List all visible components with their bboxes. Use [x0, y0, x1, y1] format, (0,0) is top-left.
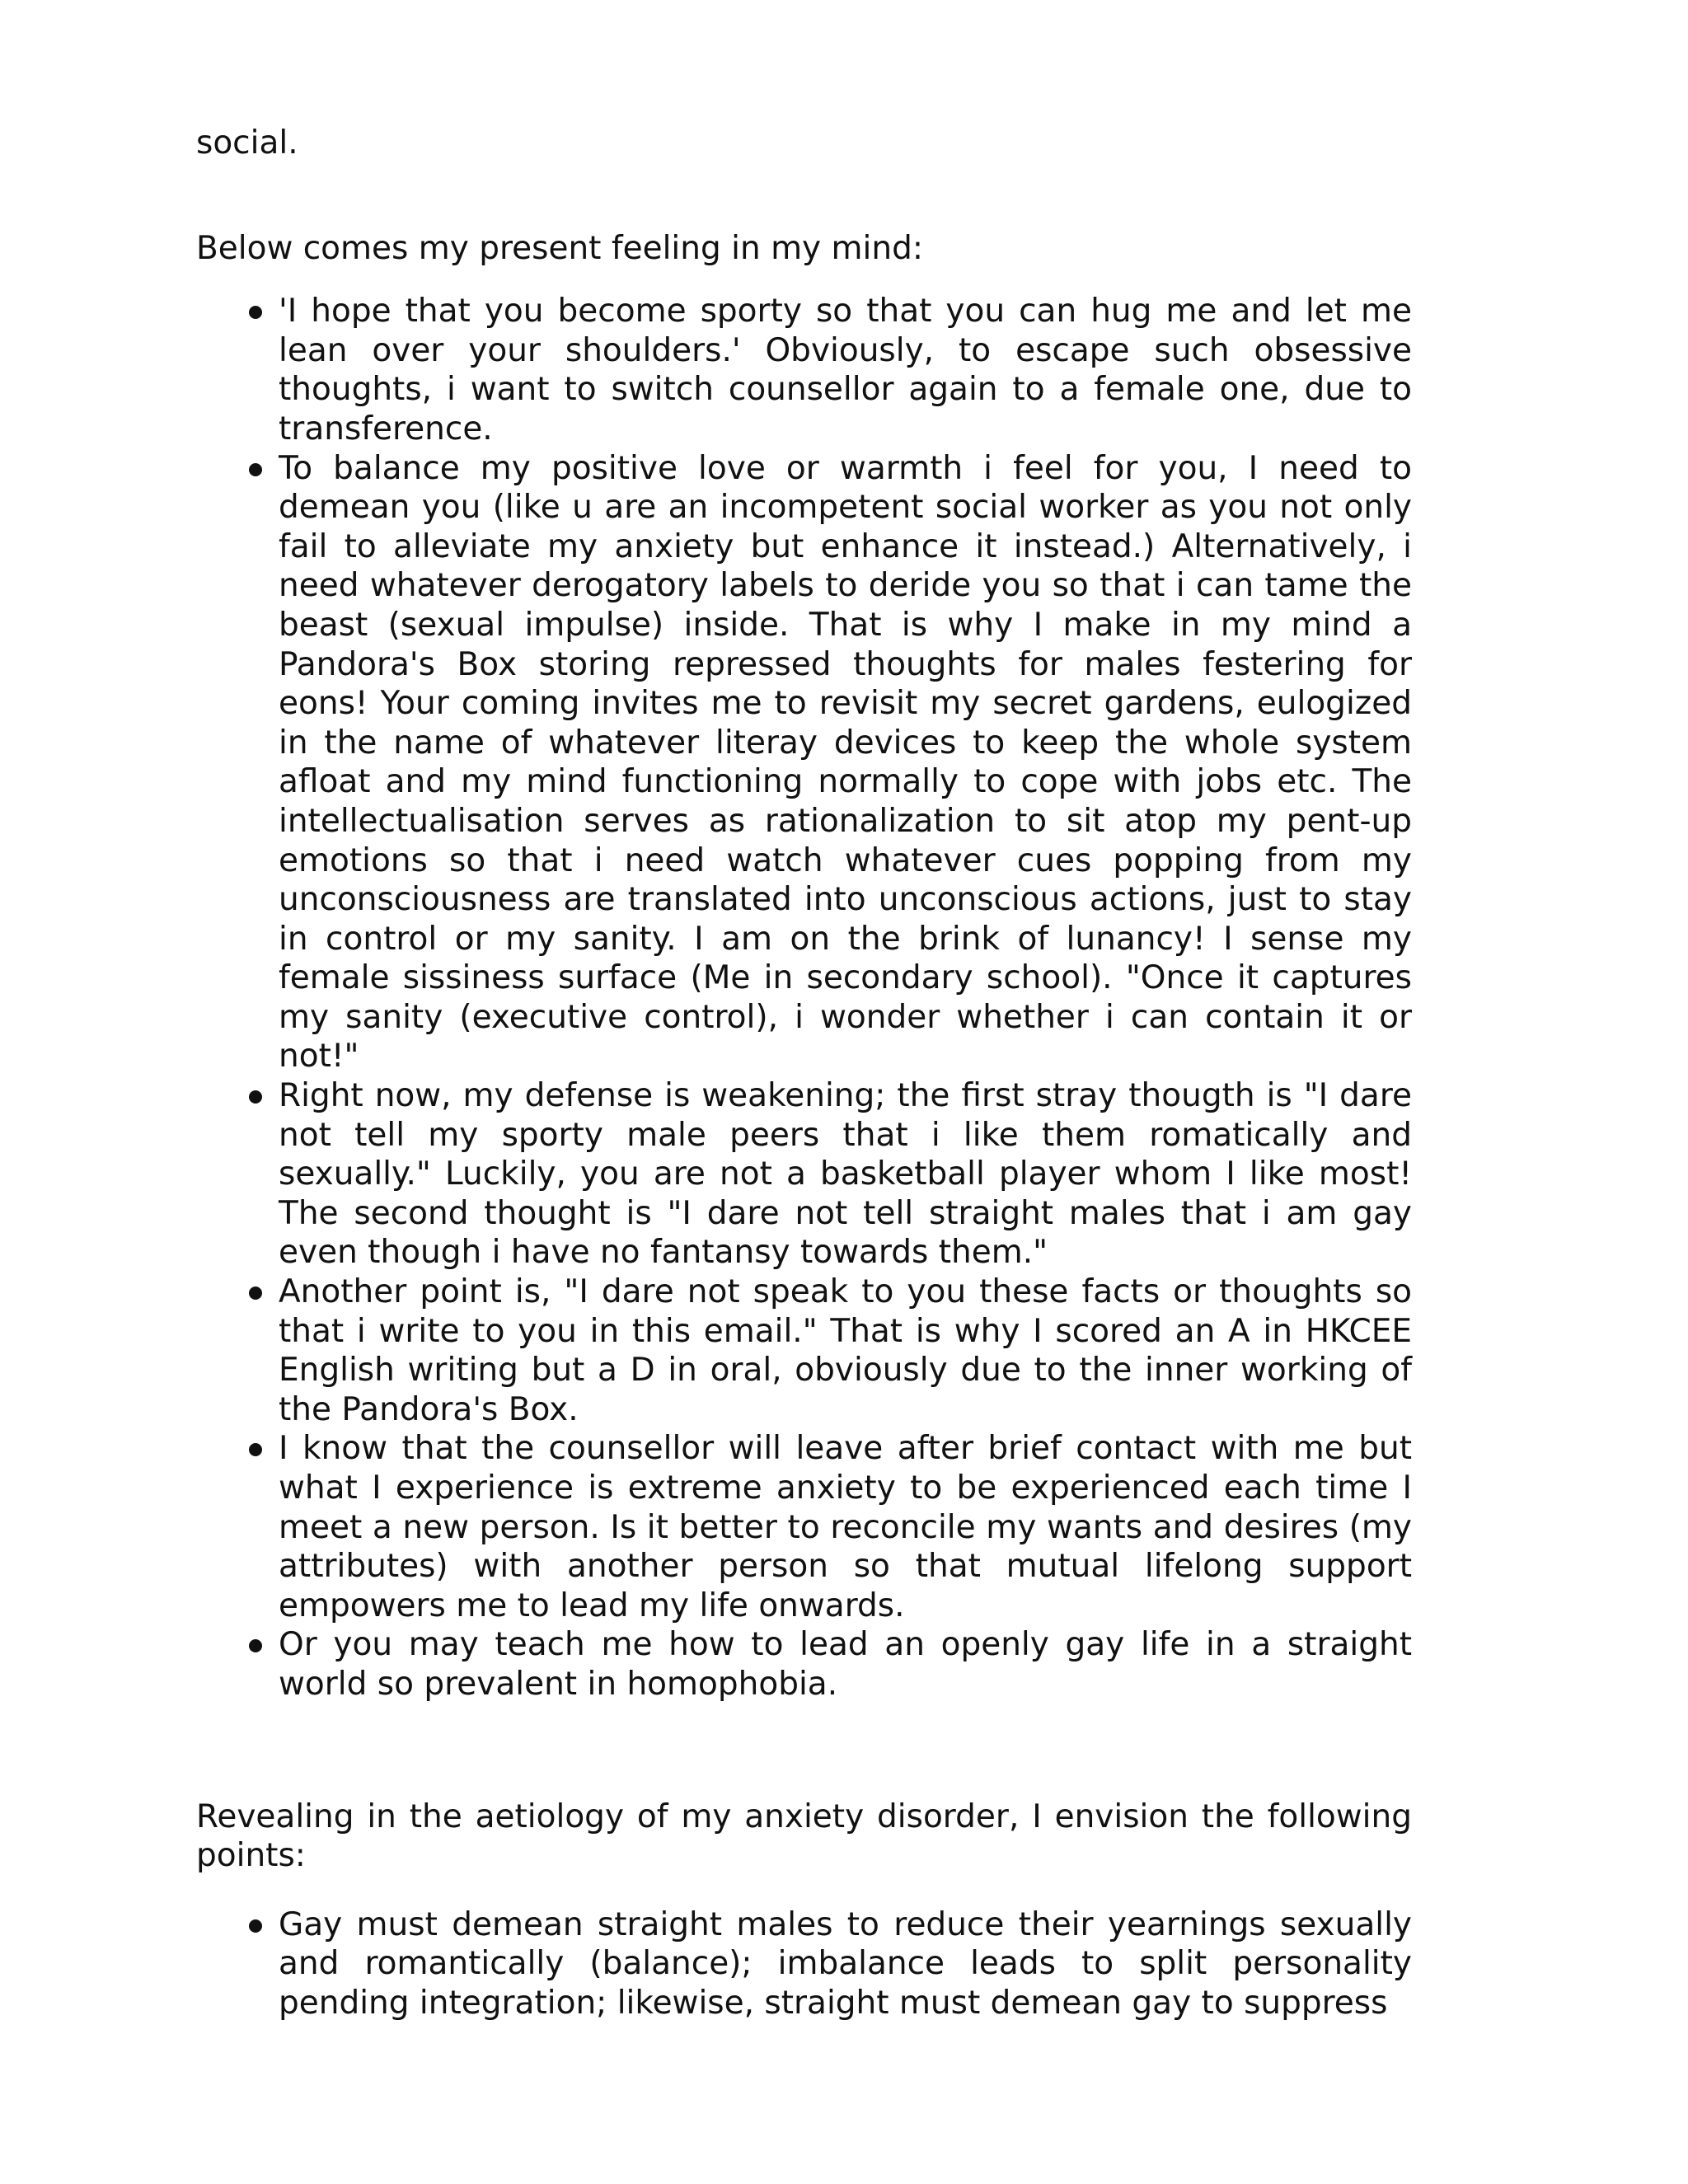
aetiology-intro: Revealing in the aetiology of my anxiety disorder, I envision the following points:	[196, 1797, 1412, 1875]
bullet-icon	[249, 1443, 262, 1456]
feelings-intro: Below comes my present feeling in my mind:	[196, 229, 923, 267]
list-item: Another point is, "I dare not speak to you these facts or thoughts so that i write to you in this email." That is why I scored an A in HKCEE English writing but a D in oral, obviously due to the inner working of the Pandora's Box.	[279, 1272, 1412, 1429]
document-page	[196, 124, 1412, 2023]
list-item: Gay must demean straight males to reduce their yearnings sexually and romantically (balance); imbalance leads to split personality pending integration; likewise, straight must demean gay to suppress	[279, 1905, 1412, 2023]
bullet-icon	[249, 1919, 262, 1933]
list-item: I know that the counsellor will leave after brief contact with me but what I experience is extreme anxiety to be experienced each time I meet a new person. Is it better to reconcile my wants and desires (my attributes) with another person so that mutual lifelong support empowers me to lead my life onwards.	[279, 1429, 1412, 1625]
bullet-icon	[249, 463, 262, 476]
bullet-icon	[249, 1639, 262, 1652]
bullet-icon	[249, 306, 262, 319]
list-item: Or you may teach me how to lead an openly gay life in a straight world so prevalent in homophobia.	[279, 1625, 1412, 1704]
spacer	[196, 163, 1412, 229]
list-item: To balance my positive love or warmth i feel for you, I need to demean you (like u are an incompetent social worker as you not only fail to alleviate my anxiety but enhance it instead.) Alternatively, i need whatever derogatory labels to deride you so that i can tame the beast (sexual impulse) inside. That is why I make in my mind a Pandora's Box storing repressed thoughts for males festering for eons! Your coming invites me to revisit my secret gardens, eulogized in the name of whatever literay devices to keep the whole system afloat and my mind functioning normally to cope with jobs etc. The intellectualisation serves as rationalization to sit atop my pent-up emotions so that i need watch whatever cues popping from my unconsciousness are translated into unconscious actions, just to stay in control or my sanity. I am on the brink of lunancy! I sense my female sissiness surface (Me in secondary school). "Once it captures my sanity (executive control), i wonder whether i can contain it or not!"	[279, 449, 1412, 1077]
list-item: 'I hope that you become sporty so that you can hug me and let me lean over your shoulders.' Obviously, to escape such obsessive thoughts, i want to switch counsellor again to a female one, due to transference.	[279, 292, 1412, 448]
aetiology-list	[196, 1905, 1412, 2023]
bullet-icon	[249, 1286, 262, 1300]
feelings-list	[196, 292, 1412, 1704]
line-social: social.	[196, 124, 298, 162]
list-item: Right now, my defense is weakening; the first stray thougth is "I dare not tell my sporty male peers that i like them romatically and sexually." Luckily, you are not a basketball player whom I like most! The second thought is "I dare not tell straight males that i am gay even though i have no fantansy towards them."	[279, 1076, 1412, 1272]
bullet-icon	[249, 1090, 262, 1104]
spacer	[196, 1704, 1412, 1797]
